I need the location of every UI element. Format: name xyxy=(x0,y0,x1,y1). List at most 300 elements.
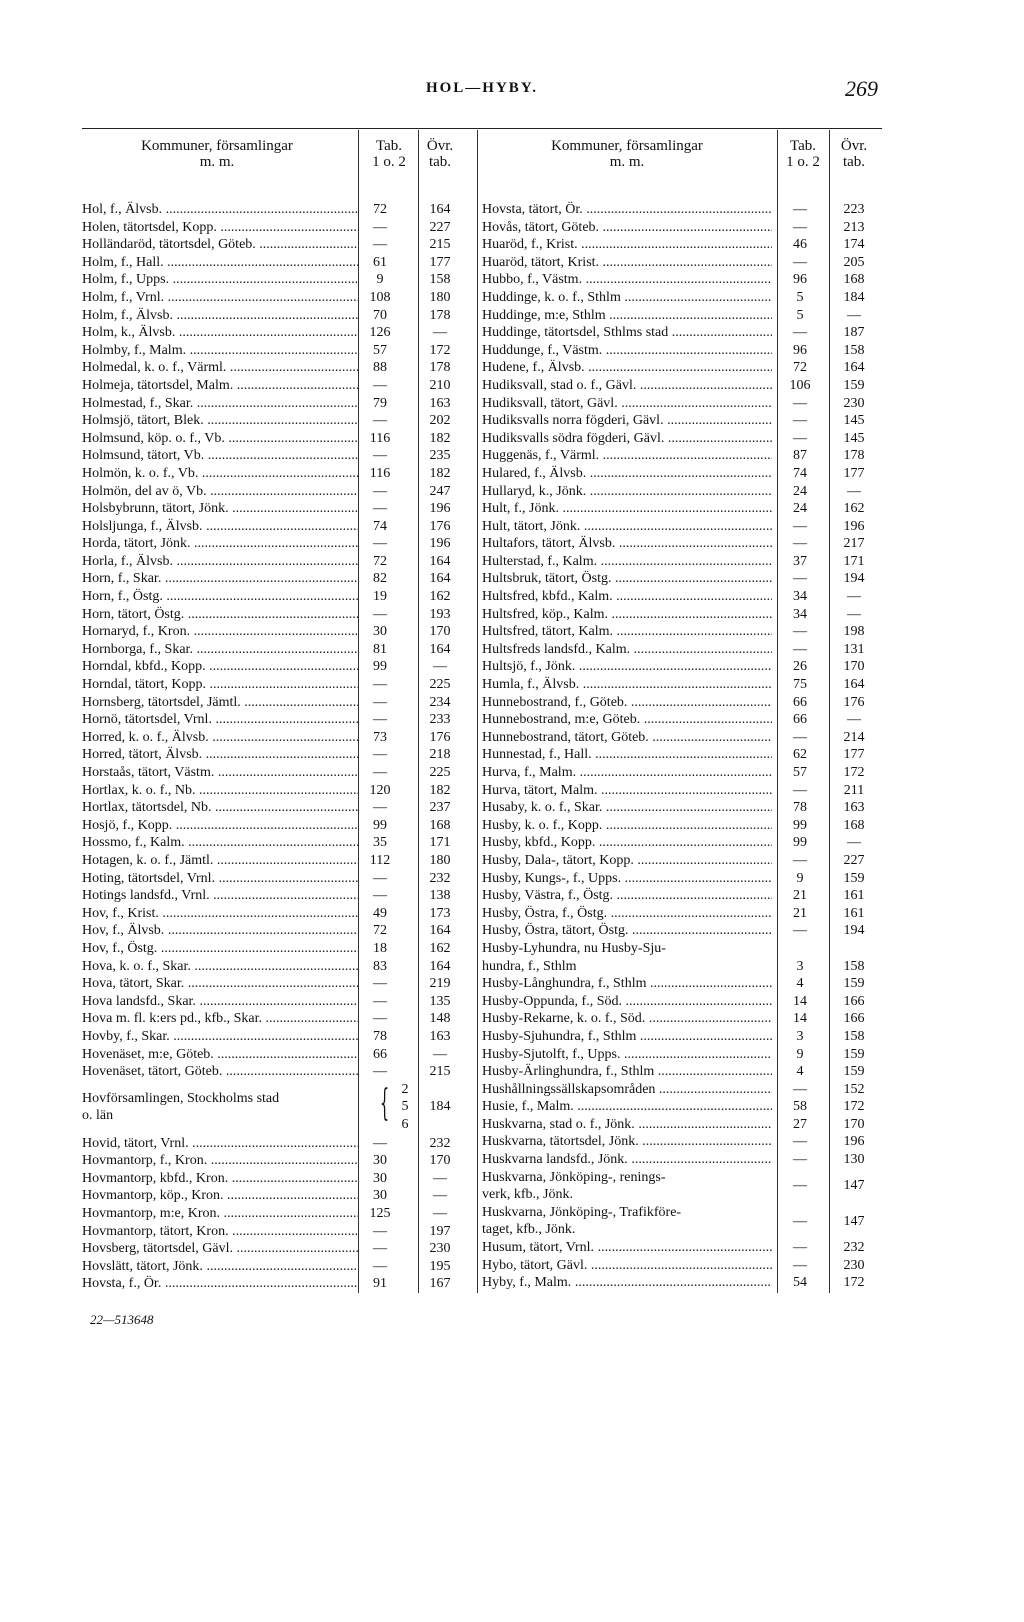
table-row xyxy=(82,1028,474,1046)
entry-ovr: — xyxy=(847,307,861,323)
entry-tab: 106 xyxy=(789,377,811,393)
page-number: 269 xyxy=(845,76,878,101)
entry-ovr: 167 xyxy=(429,1276,451,1292)
entry-tab: 87 xyxy=(793,448,807,464)
entry-tab: 18 xyxy=(373,940,387,956)
entry-ovr: 164 xyxy=(429,553,451,569)
entry-tab: — xyxy=(373,219,387,235)
entry-ovr: 233 xyxy=(429,712,451,728)
entry-name: Husby-Långhundra, f., Sthlm ..... xyxy=(482,975,772,993)
table-row xyxy=(482,641,882,659)
entry-name: Hultsfred, kbfd., Kalm. ..... xyxy=(482,588,772,606)
entry-ovr: 234 xyxy=(429,694,451,710)
entry-ovr: 148 xyxy=(429,1011,451,1027)
table-row xyxy=(82,447,474,465)
entry-ovr: 168 xyxy=(843,817,865,833)
entry-name: Hunnestad, f., Hall. ..... xyxy=(482,746,772,764)
entry-tab: 57 xyxy=(373,342,387,358)
entry-ovr: 217 xyxy=(843,536,865,552)
entry-tab: — xyxy=(373,677,387,693)
table-row xyxy=(482,1010,882,1028)
entry-ovr: 176 xyxy=(429,518,451,534)
table-row xyxy=(482,588,882,606)
entry-ovr: 164 xyxy=(429,923,451,939)
entry-tab: — xyxy=(373,993,387,1009)
table-row xyxy=(82,307,474,325)
entry-name: Hudene, f., Älvsb. ..... xyxy=(482,359,772,377)
header-ovr-line1: Övr. xyxy=(426,138,454,154)
entry-tab: — xyxy=(373,765,387,780)
entry-name: Hurva, f., Malm. ..... xyxy=(482,764,772,782)
entry-name: Hovenäset, m:e, Göteb. ..... xyxy=(82,1046,358,1064)
table-row xyxy=(82,377,474,395)
entry-tab: — xyxy=(373,483,387,499)
entry-name: Holsbybrunn, tätort, Jönk. ..... xyxy=(82,500,358,518)
entry-name: Hubbo, f., Västm. ..... xyxy=(482,271,772,289)
entry-ovr: 168 xyxy=(843,272,865,288)
entry-ovr: 168 xyxy=(429,817,451,833)
table-row xyxy=(482,1239,882,1257)
entry-tab: — xyxy=(373,870,387,886)
entry-tab: — xyxy=(373,888,387,904)
entry-tab: 82 xyxy=(373,571,387,587)
entry-tab: 73 xyxy=(373,729,387,745)
entry-name: Holmsund, köp. o. f., Vb. ..... xyxy=(82,430,358,448)
table-row xyxy=(482,799,882,817)
entry-name: Huaröd, f., Krist. ..... xyxy=(482,236,772,254)
entry-name: Husby, Östra, f., Östg. ..... xyxy=(482,905,772,923)
table-row xyxy=(482,201,882,219)
table-row xyxy=(82,483,474,501)
entry-name: Hovmantorp, köp., Kron. ..... xyxy=(82,1187,358,1205)
table-row xyxy=(482,852,882,870)
table-row xyxy=(82,887,474,905)
entry-ovr: 166 xyxy=(843,993,865,1009)
entry-name: Holmön, del av ö, Vb. ..... xyxy=(82,483,358,501)
header-name-line1: Kommuner, församlingar xyxy=(551,138,703,154)
entry-tab: 4 xyxy=(796,976,804,992)
entry-name: Horda, tätort, Jönk. ..... xyxy=(82,535,358,553)
entry-tab: 126 xyxy=(369,325,391,341)
table-row xyxy=(482,1274,882,1292)
entry-ovr: 145 xyxy=(843,430,865,446)
entry-tab: — xyxy=(793,1152,807,1168)
entry-ovr: 152 xyxy=(843,1081,865,1097)
column-header xyxy=(482,132,882,186)
table-row xyxy=(82,1258,474,1276)
entry-ovr: 230 xyxy=(843,395,865,411)
entry-tab: — xyxy=(373,536,387,552)
entry-ovr: 184 xyxy=(843,289,865,305)
entry-tab: 125 xyxy=(369,1206,391,1222)
entry-name: Hultsfred, köp., Kalm. ..... xyxy=(482,606,772,624)
entry-name: Hultsfred, tätort, Kalm. ..... xyxy=(482,623,772,641)
entry-ovr: 145 xyxy=(843,413,865,429)
entry-ovr: 178 xyxy=(429,360,451,376)
entry-ovr: 131 xyxy=(843,641,865,657)
entry-name: Husby, Västra, f., Östg. ..... xyxy=(482,887,772,905)
entry-tab: 3 xyxy=(796,1028,804,1044)
entry-ovr: 210 xyxy=(429,377,451,393)
entry-ovr: 158 xyxy=(429,272,451,288)
entry-tab: 99 xyxy=(793,835,807,851)
entry-list xyxy=(82,1135,474,1293)
entry-ovr: 195 xyxy=(429,1258,451,1274)
entry-ovr: 232 xyxy=(843,1240,865,1256)
header-tab-line2: 1 o. 2 xyxy=(372,154,406,170)
entry-name: Hyby, f., Malm. ..... xyxy=(482,1274,772,1292)
entry-name: Hortlax, k. o. f., Nb. ..... xyxy=(82,782,358,800)
table-row xyxy=(82,1010,474,1028)
table-row xyxy=(82,641,474,659)
entry-name: Hova landsfd., Skar. ..... xyxy=(82,993,358,1011)
entry-tab: 26 xyxy=(793,659,807,675)
entry-ovr: 172 xyxy=(843,765,865,780)
entry-tab: 120 xyxy=(369,782,391,798)
entry-ovr: 225 xyxy=(429,677,451,693)
entry-name: Holm, f., Vrnl. ..... xyxy=(82,289,358,307)
header-tab-line1: Tab. xyxy=(789,138,817,154)
entry-name: Huddinge, k. o. f., Sthlm ..... xyxy=(482,289,772,307)
entry-tab: 72 xyxy=(373,202,387,217)
entry-name: Hultsjö, f., Jönk. ..... xyxy=(482,658,772,676)
entry-name: Husby, Kungs-, f., Upps. ..... xyxy=(482,870,772,888)
table-row xyxy=(82,799,474,817)
entry-ovr: 159 xyxy=(843,377,865,393)
entry-name: Husby-Sjutolft, f., Upps. ..... xyxy=(482,1046,772,1064)
entry-ovr: 159 xyxy=(843,1046,865,1062)
entry-ovr: 172 xyxy=(429,342,451,358)
entry-ovr: 194 xyxy=(843,571,865,587)
table-row xyxy=(82,694,474,712)
entry-tab: 21 xyxy=(793,905,807,921)
entry-ovr: 162 xyxy=(429,940,451,956)
running-title: HOL—HYBY. xyxy=(425,80,539,96)
entry-ovr: 159 xyxy=(843,870,865,886)
entry-name: Hurva, tätort, Malm. ..... xyxy=(482,782,772,800)
entry-name: Husby-Sjuhundra, f., Sthlm ..... xyxy=(482,1028,772,1046)
table-row xyxy=(482,1257,882,1275)
brace-symbol: { xyxy=(380,1082,390,1124)
table-row xyxy=(82,465,474,483)
entry-ovr: 180 xyxy=(429,852,451,868)
table-row xyxy=(482,782,882,800)
entry-tab: 72 xyxy=(373,553,387,569)
entry-tab: — xyxy=(373,501,387,517)
entry-name: Holmsund, tätort, Vb. ..... xyxy=(82,447,358,465)
entry-name: Hov, f., Krist. ..... xyxy=(82,905,358,923)
entry-name: Huaröd, tätort, Krist. ..... xyxy=(482,254,772,272)
entry-name: Hovmantorp, f., Kron. ..... xyxy=(82,1152,358,1170)
table-row xyxy=(482,1133,882,1151)
entry-tab: 62 xyxy=(793,747,807,763)
entry-ovr: 164 xyxy=(429,202,451,217)
entry-tab: — xyxy=(793,641,807,657)
header-name-line2: m. m. xyxy=(199,154,235,170)
entry-tab: 46 xyxy=(793,237,807,253)
table-row xyxy=(82,975,474,993)
table-row xyxy=(482,746,882,764)
entry-tab: — xyxy=(373,712,387,728)
entry-ovr: 194 xyxy=(843,923,865,939)
index-column-left xyxy=(82,132,474,1622)
entry-tab: 3 xyxy=(796,958,804,974)
entry-name: Hovid, tätort, Vrnl. ..... xyxy=(82,1135,358,1153)
table-row xyxy=(482,236,882,254)
table-row xyxy=(82,1135,474,1153)
entry-tab: 81 xyxy=(373,641,387,657)
entry-name: Hudiksvall, stad o. f., Gävl. ..... xyxy=(482,377,772,395)
entry-name: Horn, f., Skar. ..... xyxy=(82,570,358,588)
entry-name: Hushållningssällskapsområden ..... xyxy=(482,1081,772,1099)
entry-ovr: 162 xyxy=(843,501,865,517)
entry-name: Hunnebostrand, m:e, Göteb. ..... xyxy=(482,711,772,729)
header-ovr-line1: Övr. xyxy=(840,138,868,154)
entry-name: Hovmantorp, kbfd., Kron. ..... xyxy=(82,1170,358,1188)
table-row xyxy=(482,658,882,676)
entry-name: Hulterstad, f., Kalm. ..... xyxy=(482,553,772,571)
entry-ovr: 230 xyxy=(843,1257,865,1273)
table-row xyxy=(482,905,882,923)
entry-tab: — xyxy=(793,202,807,217)
entry-tab: — xyxy=(793,325,807,341)
entry-name: Hortlax, tätortsdel, Nb. ..... xyxy=(82,799,358,817)
entry-tab: 83 xyxy=(373,958,387,974)
table-row xyxy=(82,1240,474,1258)
entry-tab: — xyxy=(793,254,807,270)
entry-ovr: 180 xyxy=(429,289,451,305)
table-row xyxy=(82,324,474,342)
entry-ovr: 225 xyxy=(429,765,451,780)
entry-tab: 88 xyxy=(373,360,387,376)
entry-tab: 21 xyxy=(793,888,807,904)
entry-name: Hovenäset, tätort, Göteb. ..... xyxy=(82,1063,358,1081)
page-header xyxy=(82,72,882,106)
entry-ovr: 170 xyxy=(429,624,451,640)
table-row xyxy=(82,201,474,219)
table-row xyxy=(82,606,474,624)
entry-name: Hudiksvalls södra fögderi, Gävl. ..... xyxy=(482,430,772,448)
entry-tab: 78 xyxy=(793,800,807,816)
entry-ovr: 170 xyxy=(429,1153,451,1169)
table-row xyxy=(482,1046,882,1064)
entry-ovr: 164 xyxy=(429,571,451,587)
entry-name: Huskvarna, Jönköping-, Trafikföre- taget, kfb., Jönk. xyxy=(482,1204,682,1238)
entry-tab: 5 xyxy=(796,307,804,323)
multi-line-entry xyxy=(482,1204,882,1239)
table-row xyxy=(82,535,474,553)
entry-name: Hova m. fl. k:ers pd., kfb., Skar. ..... xyxy=(82,1010,358,1028)
entry-name: Horla, f., Älvsb. ..... xyxy=(82,553,358,571)
entry-name: Hoting, tätortsdel, Vrnl. ..... xyxy=(82,870,358,888)
table-row xyxy=(82,342,474,360)
entry-ovr: 196 xyxy=(429,501,451,517)
table-row xyxy=(482,289,882,307)
entry-tab: 116 xyxy=(369,465,391,481)
entry-ovr: — xyxy=(847,589,861,605)
entry-tab: — xyxy=(373,448,387,464)
table-row xyxy=(82,852,474,870)
entry-tab: 96 xyxy=(793,272,807,288)
table-row xyxy=(482,342,882,360)
entry-name: Holländaröd, tätortsdel, Göteb. ..... xyxy=(82,236,358,254)
entry-tab: — xyxy=(373,976,387,992)
entry-list xyxy=(482,975,882,1169)
index-column-right xyxy=(482,132,882,1622)
entry-name: Holm, f., Hall. ..... xyxy=(82,254,358,272)
entry-ovr: 184 xyxy=(429,1099,451,1115)
entry-name: Husaby, k. o. f., Skar. ..... xyxy=(482,799,772,817)
entry-ovr: — xyxy=(847,483,861,499)
entry-ovr: 218 xyxy=(429,747,451,763)
entry-name: Huggenäs, f., Värml. ..... xyxy=(482,447,772,465)
entry-name: Hult, tätort, Jönk. ..... xyxy=(482,518,772,536)
table-row xyxy=(482,518,882,536)
entry-tab: 9 xyxy=(796,870,804,886)
entry-tab: 14 xyxy=(793,993,807,1009)
entry-ovr: 172 xyxy=(843,1099,865,1115)
entry-ovr: 161 xyxy=(843,888,865,904)
table-row xyxy=(82,553,474,571)
entry-name: Horred, k. o. f., Älvsb. ..... xyxy=(82,729,358,747)
entry-name: Hov, f., Älvsb. ..... xyxy=(82,922,358,940)
entry-tab: 99 xyxy=(373,817,387,833)
entry-name: Huddinge, tätortsdel, Sthlms stad ..... xyxy=(482,324,772,342)
entry-ovr: 164 xyxy=(843,360,865,376)
header-tab-line2: 1 o. 2 xyxy=(786,154,820,170)
entry-name: Holmön, k. o. f., Vb. ..... xyxy=(82,465,358,483)
table-row xyxy=(82,782,474,800)
entry-ovr: 177 xyxy=(429,254,451,270)
entry-tab: 9 xyxy=(376,272,384,288)
entry-ovr: 158 xyxy=(843,342,865,358)
table-row xyxy=(82,1275,474,1293)
entry-tab: 112 xyxy=(369,852,391,868)
entry-tab: 96 xyxy=(793,342,807,358)
entry-ovr: — xyxy=(433,659,447,675)
entry-ovr: 196 xyxy=(429,536,451,552)
entry-name: Huskvarna, tätortsdel, Jönk. ..... xyxy=(482,1133,772,1151)
table-row xyxy=(82,430,474,448)
entry-name: Hultsfreds landsfd., Kalm. ..... xyxy=(482,641,772,659)
table-row xyxy=(82,623,474,641)
entry-name: Hovås, tätort, Göteb. ..... xyxy=(482,219,772,237)
entry-tab: — xyxy=(793,413,807,429)
entry-name: Horn, tätort, Östg. ..... xyxy=(82,606,358,624)
table-row xyxy=(482,324,882,342)
table-row xyxy=(482,412,882,430)
entry-ovr: 214 xyxy=(843,729,865,745)
entry-ovr: 215 xyxy=(429,1064,451,1080)
table-row xyxy=(82,518,474,536)
entry-ovr: 135 xyxy=(429,993,451,1009)
entry-name: Hovsta, tätort, Ör. ..... xyxy=(482,201,772,219)
entry-tab: — xyxy=(793,1134,807,1150)
entry-name: Husby-Rekarne, k. o. f., Söd. ..... xyxy=(482,1010,772,1028)
table-row xyxy=(82,1152,474,1170)
entry-tab: 75 xyxy=(793,677,807,693)
entry-ovr: 159 xyxy=(843,1064,865,1080)
table-row xyxy=(82,1187,474,1205)
table-row xyxy=(82,993,474,1011)
table-row xyxy=(482,694,882,712)
table-row xyxy=(482,500,882,518)
entry-name: Hov, f., Östg. ..... xyxy=(82,940,358,958)
entry-ovr: 163 xyxy=(843,800,865,816)
entry-ovr: 232 xyxy=(429,870,451,886)
entry-tab: — xyxy=(373,413,387,429)
entry-name: Holmeja, tätortsdel, Malm. ..... xyxy=(82,377,358,395)
table-row xyxy=(82,1170,474,1188)
entry-tab: — xyxy=(793,395,807,411)
entry-ovr: — xyxy=(847,835,861,851)
entry-tab: 30 xyxy=(373,1188,387,1204)
entry-ovr: 211 xyxy=(843,782,865,798)
entry-ovr: 230 xyxy=(429,1241,451,1257)
entry-name: Hovsberg, tätortsdel, Gävl. ..... xyxy=(82,1240,358,1258)
entry-name: Hunnebostrand, f., Göteb. ..... xyxy=(482,694,772,712)
header-ovr-line2: tab. xyxy=(428,154,452,170)
entry-ovr: 178 xyxy=(429,307,451,323)
table-row xyxy=(82,395,474,413)
table-row xyxy=(482,993,882,1011)
table-row xyxy=(482,922,882,940)
entry-tab: — xyxy=(793,1240,807,1256)
table-row xyxy=(482,1081,882,1099)
entry-ovr: 172 xyxy=(843,1275,865,1291)
entry-name: Hovslätt, tätort, Jönk. ..... xyxy=(82,1258,358,1276)
entry-tab: — xyxy=(373,747,387,763)
entry-tab: — xyxy=(373,1223,387,1239)
table-row xyxy=(82,236,474,254)
table-row xyxy=(82,940,474,958)
table-row xyxy=(482,729,882,747)
entry-name: Hornborga, f., Skar. ..... xyxy=(82,641,358,659)
entry-tab: — xyxy=(793,1257,807,1273)
entry-tab: 99 xyxy=(373,659,387,675)
entry-ovr: 174 xyxy=(843,237,865,253)
entry-name: Horred, tätort, Älvsb. ..... xyxy=(82,746,358,764)
entry-ovr: 232 xyxy=(429,1135,451,1151)
header-ovr-line2: tab. xyxy=(842,154,866,170)
entry-ovr: 171 xyxy=(843,553,865,569)
print-code: 22—513648 xyxy=(90,1312,154,1327)
table-row xyxy=(82,588,474,606)
entry-ovr: 198 xyxy=(843,624,865,640)
entry-name: Huskvarna, stad o. f., Jönk. ..... xyxy=(482,1116,772,1134)
entry-tab: 116 xyxy=(369,430,391,446)
entry-ovr: 223 xyxy=(843,202,865,217)
entry-tab: 70 xyxy=(373,307,387,323)
table-row xyxy=(482,553,882,571)
entry-tab: 24 xyxy=(793,501,807,517)
entry-name: Huskvarna, Jönköping-, renings- verk, kfb., Jönk. xyxy=(482,1169,666,1203)
entry-ovr: 197 xyxy=(429,1223,451,1239)
entry-ovr: 177 xyxy=(843,747,865,763)
entry-ovr: 215 xyxy=(429,237,451,253)
entry-ovr: — xyxy=(433,1188,447,1204)
entry-ovr: 161 xyxy=(843,905,865,921)
entry-tab: — xyxy=(793,518,807,534)
entry-tab: 30 xyxy=(373,624,387,640)
entry-name: Hovby, f., Skar. ..... xyxy=(82,1028,358,1046)
table-row xyxy=(82,271,474,289)
entry-name: Hunnebostrand, tätort, Göteb. ..... xyxy=(482,729,772,747)
entry-ovr: 213 xyxy=(843,219,865,235)
entry-tab: — xyxy=(373,237,387,253)
entry-ovr: 158 xyxy=(843,1028,865,1044)
entry-ovr: 178 xyxy=(843,448,865,464)
